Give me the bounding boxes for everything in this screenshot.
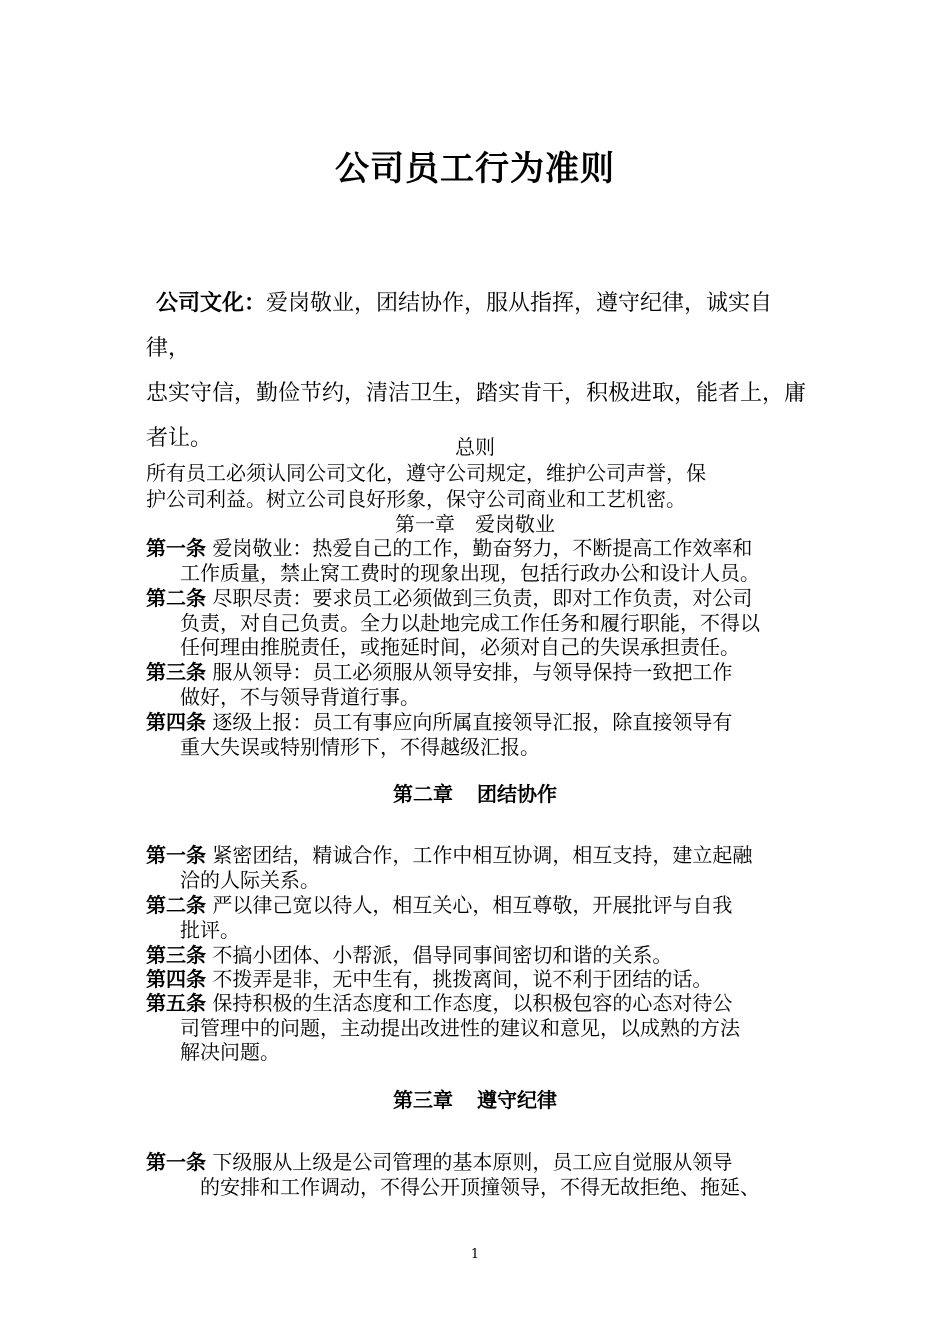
chapter-3-heading: 第三章 遵守纪律	[393, 1088, 557, 1112]
chapter-2-article-3: 第三条 不搞小团体、小帮派，倡导同事间密切和谐的关系。	[146, 943, 673, 967]
chapter-1-heading: 第一章 爱岗敬业	[395, 512, 555, 536]
culture-line-3: 者让。	[146, 426, 213, 451]
culture-line-1: 公司文化：爱岗敬业，团结协作，服从指挥，遵守纪律，诚实自律，	[146, 291, 773, 361]
chapter-1-article-4: 第四条 逐级上报：员工有事应向所属直接领导汇报，除直接领导有 重大失误或特别情形下，不得越级汇报。	[146, 710, 733, 759]
chapter-2-article-4: 第四条 不拨弄是非，无中生有，挑拨离间，说不利于团结的话。	[146, 967, 713, 991]
chapter-1-article-1: 第一条 爱岗敬业：热爱自己的工作，勤奋努力，不断提高工作效率和 工作质量，禁止窝工费时的现象出现，包括行政办公和设计人员。	[146, 536, 760, 585]
chapter-3-article-1: 第一条 下级服从上级是公司管理的基本原则，员工应自觉服从领导 的安排和工作调动，不得公开顶撞领导，不得无故拒绝、拖延、	[146, 1150, 760, 1199]
chapter-2-article-2: 第二条 严以律己宽以待人，相互关心，相互尊敬，开展批评与自我 批评。	[146, 893, 733, 942]
chapter-1-article-3: 第三条 服从领导：员工必须服从领导安排，与领导保持一致把工作 做好，不与领导背道行事。	[146, 660, 733, 709]
culture-label: 公司文化：	[156, 291, 267, 316]
document-title: 公司员工行为准则	[335, 149, 615, 189]
chapter-2-article-1: 第一条 紧密团结，精诚合作，工作中相互协调，相互支持，建立起融 洽的人际关系。	[146, 843, 753, 892]
page-number: 1	[470, 1247, 480, 1262]
chapter-2-article-5: 第五条 保持积极的生活态度和工作态度，以积极包容的心态对待公 司管理中的问题，主动提出改进性的建议和意见，以成熟的方法 解决问题。	[146, 991, 740, 1064]
culture-line-2: 忠实守信，勤俭节约，清洁卫生，踏实肯干，积极进取，能者上，庸	[146, 381, 807, 406]
chapter-2-heading: 第二章 团结协作	[393, 782, 557, 806]
general-heading: 总则	[455, 435, 495, 459]
chapter-1-article-2: 第二条 尽职尽责：要求员工必须做到三负责，即对工作负责，对公司 负责，对自己负责。全力以赴地完成工作任务和履行职能，不得以 任何理由推脱责任，或拖延时间，必须对自己的失误承担责任。	[146, 586, 760, 659]
general-paragraph: 所有员工必须认同公司文化，遵守公司规定，维护公司声誉，保 护公司利益。树立公司良好形象，保守公司商业和工艺机密。	[146, 461, 706, 511]
